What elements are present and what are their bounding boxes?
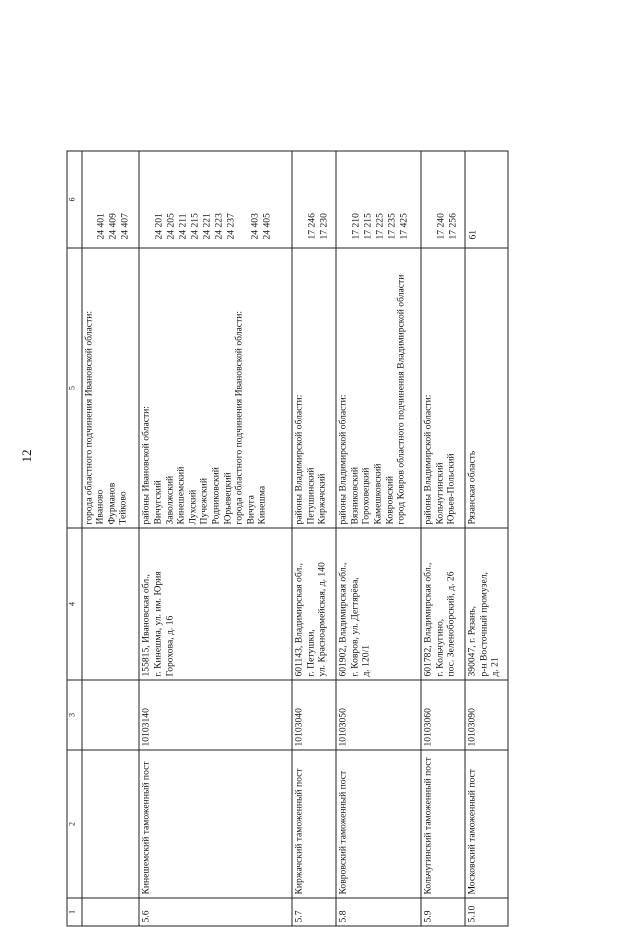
post-address-line: 601143, Владимирская обл., [293, 562, 305, 677]
okato-codes-line [141, 155, 153, 240]
post-address-line: Горохова, д. 16 [164, 615, 176, 677]
okato-codes-line: 24 215 [189, 213, 201, 240]
post-address-line: 601902, Владимирская обл., [337, 562, 349, 677]
post-name: Московский таможенный пост [465, 750, 508, 898]
row-number: 5.9 [421, 898, 465, 926]
table-row [465, 151, 508, 926]
okato-codes-line: 17 235 [386, 213, 398, 240]
okato-codes-line: 24 405 [261, 213, 273, 240]
okato-codes-line: 24 205 [165, 213, 177, 240]
column-number: 5 [67, 248, 82, 528]
post-code: 10103090 [465, 680, 508, 750]
post-name: Кинешемский таможенный пост [139, 750, 292, 898]
okato-codes-line: 17 210 [350, 213, 362, 240]
okato-codes [292, 151, 336, 248]
post-address-line: ул. Красноармейская, д. 140 [316, 562, 328, 677]
post-code: 10103140 [139, 680, 292, 750]
region-list-line: города областного подчинения Ивановской области: [83, 310, 95, 525]
region-list-line: районы Владимирской области: [422, 394, 434, 525]
region-list-line: Юрьев-Польский [445, 453, 457, 525]
region-list [421, 248, 465, 528]
column-number: 6 [67, 151, 82, 248]
okato-codes-line: 24 221 [201, 213, 213, 240]
post-address-line: пос. Зеленоборский, д. 26 [445, 571, 457, 677]
table-row [421, 151, 465, 926]
post-address-line: р-н Восточный промузел, [478, 572, 490, 677]
okato-codes-line: 17 246 [306, 213, 318, 240]
post-address-line: г. Ковров, ул. Дегтярёва, [349, 577, 361, 677]
table-row [82, 151, 140, 926]
okato-codes-line: 24 201 [153, 213, 165, 240]
post-address [465, 528, 508, 680]
row-number [82, 898, 140, 926]
customs-posts-table-sheet [67, 152, 509, 927]
post-address-line: г. Петушки, [305, 629, 317, 677]
post-address [421, 528, 465, 680]
region-list [139, 248, 292, 528]
region-list-line: Иваново [94, 489, 106, 525]
post-address [292, 528, 336, 680]
region-list-line: Кольчугинский [434, 462, 446, 525]
region-list-line: Родниковский [210, 467, 222, 525]
okato-codes-line [83, 155, 95, 240]
post-address-line: 155815, Ивановская обл., [140, 574, 152, 677]
row-number: 5.6 [139, 898, 292, 926]
post-address-line: 601782, Владимирская обл., [422, 562, 434, 677]
region-list-line: город Ковров областного подчинения Владимирской области [395, 274, 407, 525]
column-number: 4 [67, 528, 82, 680]
region-list-line: Петушинский [305, 467, 317, 525]
region-list-line: Тейково [117, 491, 129, 525]
table-row [139, 151, 292, 926]
okato-codes [82, 151, 140, 248]
region-list-line: Юрьевецкий [222, 472, 234, 525]
post-name: Киржачский таможенный пост [292, 750, 336, 898]
okato-codes-line: 24 403 [249, 213, 261, 240]
okato-codes-line [237, 155, 249, 240]
post-address-line: д. 21 [489, 657, 501, 677]
okato-codes-line: 17 230 [318, 213, 330, 240]
region-list [465, 248, 508, 528]
post-address-line: 390047, г. Рязань, [466, 605, 478, 677]
region-list-line: Ковровский [384, 475, 396, 525]
post-address-line: г. Кольчугино, [434, 618, 446, 677]
okato-codes [336, 151, 421, 248]
table-row [336, 151, 421, 926]
row-number: 5.7 [292, 898, 336, 926]
region-list-line: Вязниковский [349, 466, 361, 525]
okato-codes-line: 24 237 [225, 213, 237, 240]
okato-codes-line: 24 409 [107, 213, 119, 240]
okato-codes-line: 24 223 [213, 213, 225, 240]
column-number: 1 [67, 898, 82, 926]
customs-posts-table [67, 151, 509, 927]
column-number: 3 [67, 680, 82, 750]
post-address [336, 528, 421, 680]
post-name: Кольчугинский таможенный пост [421, 750, 465, 898]
region-list-line: города областного подчинения Ивановской области: [233, 310, 245, 525]
region-list-line: Пучежский [198, 478, 210, 525]
region-list-line: Фурманов [106, 482, 118, 525]
region-list-line: Гороховецкий [360, 467, 372, 525]
region-list [336, 248, 421, 528]
okato-codes-line: 24 211 [177, 213, 189, 240]
region-list-line: Камешковский [372, 463, 384, 525]
okato-codes [465, 151, 508, 248]
region-list-line: Киржачский [316, 473, 328, 525]
region-list-line: Кинешма [256, 485, 268, 525]
table-row [292, 151, 336, 926]
region-list [82, 248, 140, 528]
region-list-line: Лухский [187, 489, 199, 525]
region-list [292, 248, 336, 528]
post-code [82, 680, 140, 750]
okato-codes-line: 24 407 [119, 213, 131, 240]
region-list-line: Заволжский [164, 475, 176, 525]
post-name [82, 750, 140, 898]
region-list-line: районы Владимирской области: [337, 394, 349, 525]
post-name: Ковровский таможенный пост [336, 750, 421, 898]
okato-codes-line: 17 425 [398, 213, 410, 240]
post-code: 10103060 [421, 680, 465, 750]
post-address-line: д. 120/1 [360, 644, 372, 677]
okato-codes-line: 24 401 [95, 213, 107, 240]
page-number: 12 [19, 449, 34, 463]
okato-codes-line [338, 155, 350, 240]
post-address [82, 528, 140, 680]
row-number: 5.8 [336, 898, 421, 926]
post-code: 10103050 [336, 680, 421, 750]
post-address-line: г. Кинешма, ул. им. Юрия [152, 571, 164, 677]
okato-codes-line [294, 155, 306, 240]
region-list-line: Вичуга [245, 495, 257, 525]
post-code: 10103040 [292, 680, 336, 750]
region-list-line: Вичугский [152, 480, 164, 525]
okato-codes [421, 151, 465, 248]
region-list-line: Рязанская область [466, 450, 478, 525]
okato-codes-line: 17 225 [374, 213, 386, 240]
column-number: 2 [67, 750, 82, 898]
okato-codes-line: 17 240 [435, 213, 446, 240]
region-list-line: районы Ивановской области: [140, 406, 152, 525]
okato-codes-line: 17 256 [447, 213, 458, 240]
okato-codes-line: 17 215 [362, 213, 374, 240]
okato-codes-line [423, 155, 435, 240]
okato-codes-line: 61 [467, 229, 479, 240]
okato-codes [139, 151, 292, 248]
row-number: 5.10 [465, 898, 508, 926]
region-list-line: районы Владимирской области: [293, 394, 305, 525]
region-list-line: Кинешемский [175, 466, 187, 525]
column-number-row [67, 151, 82, 926]
post-address [139, 528, 292, 680]
